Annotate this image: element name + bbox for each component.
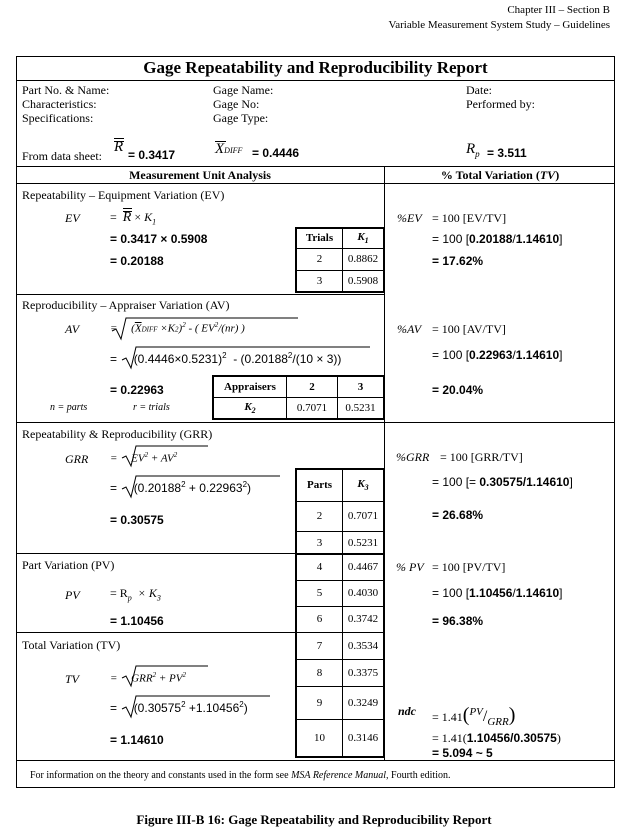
grr-section-title: Repeatability & Reproducibility (GRR) [22, 427, 213, 441]
pv-section-title: Part Variation (PV) [22, 558, 115, 572]
pv-result: = 1.10456 [110, 614, 164, 628]
k2-label: $K_2$ [213, 397, 287, 419]
ev-section-title: Repeatability – Equipment Variation (EV) [22, 188, 225, 202]
parts-cell: 8 [296, 659, 343, 686]
k3-cell: 0.3146 [343, 719, 385, 757]
rbar-value: = 0.3417 [128, 148, 176, 162]
ev-step1: = 0.3417 × 0.5908 [110, 232, 208, 246]
av-section-title: Reproducibility – Appraiser Variation (AV) [22, 298, 230, 312]
total-variation-header: % Total Variation (TV) [440, 168, 560, 182]
pct-grr-label: %GRR [396, 450, 430, 464]
gage-name-label: Gage Name: [213, 83, 274, 97]
measurement-analysis-header: Measurement Unit Analysis [129, 168, 271, 182]
parts-cell: 6 [296, 606, 343, 632]
trials-cell: 2 [296, 248, 343, 270]
pct-ev-result: = 17.62% [432, 254, 484, 268]
appraisers-3-header: 3 [338, 376, 385, 397]
k3-cell: 0.3534 [343, 632, 385, 659]
figure-caption: Figure III-B 16: Gage Repeatability and Reproducibility Report [136, 812, 492, 827]
parts-cell: 3 [296, 531, 343, 554]
trials-cell: 3 [296, 270, 343, 292]
grr-result: = 0.30575 [110, 513, 164, 527]
k3-cell: 0.4030 [343, 580, 385, 606]
pct-pv-step: = 100 [1.10456/1.14610] [432, 586, 563, 600]
chapter-subtitle: Variable Measurement System Study – Guidelines [388, 19, 610, 31]
k3-cell: 0.5231 [343, 531, 385, 554]
k3-cell: 0.3249 [343, 686, 385, 719]
chapter-label: Chapter III – Section B [507, 4, 610, 16]
tv-formula: = $GRR^2 + PV^2$ [110, 671, 186, 685]
pct-av-step: = 100 [0.22963/1.14610] [432, 348, 563, 362]
characteristics-label: Characteristics: [22, 97, 97, 111]
parts-cell: 9 [296, 686, 343, 719]
pct-pv-result: = 96.38% [432, 614, 484, 628]
tv-symbol: TV [65, 672, 80, 686]
ev-symbol: EV [65, 211, 80, 225]
footer-note: For information on the theory and constants used in the form see MSA Reference Manual, Fourth edition. [30, 770, 451, 781]
tv-step1: = $(0.30575^2 +1.10456^2)$ [110, 700, 248, 715]
pct-grr-step: = 100 [= 0.30575/1.14610] [432, 475, 573, 489]
specifications-label: Specifications: [22, 111, 94, 125]
k2-cell: 0.7071 [287, 397, 338, 419]
pct-av-formula: = 100 [AV/TV] [432, 322, 506, 336]
av-formula-text: = $(\overline{X}DIFF \times K2)^2$ - ( $EV^2/(nr)$ ) [110, 321, 245, 335]
trials-k1-table [295, 227, 385, 293]
trials-header: Trials [296, 228, 343, 248]
tv-section-title: Total Variation (TV) [22, 638, 121, 652]
k1-header: $K_1$ [343, 228, 385, 248]
k1-cell: 0.5908 [343, 270, 385, 292]
grr-step1: = $(0.20188^2 + 0.22963^2)$ [110, 480, 252, 495]
ndc-formula: = 1.41(PV/GRR) [432, 704, 516, 728]
k2-cell: 0.5231 [338, 397, 385, 419]
k3-cell: 0.4467 [343, 554, 385, 580]
appraisers-2-header: 2 [287, 376, 338, 397]
parts-cell: 2 [296, 501, 343, 531]
grr-formula: = $EV^2 + AV^2$ [110, 451, 178, 465]
gage-type-label: Gage Type: [213, 111, 269, 125]
report-title: Gage Repeatability and Reproducibility Report [143, 58, 488, 77]
xdiff-symbol: XDIFF [215, 141, 243, 157]
k3-header: $K_3$ [343, 469, 385, 501]
pct-ev-formula: = 100 [EV/TV] [432, 211, 507, 225]
note-n-parts: n = parts [50, 402, 88, 413]
ndc-label: ndc [398, 704, 416, 718]
pv-symbol: PV [65, 588, 80, 602]
pct-pv-label: % PV [396, 560, 424, 574]
grr-symbol: GRR [65, 452, 89, 466]
parts-k3-table [295, 468, 385, 758]
date-label: Date: [466, 83, 492, 97]
k3-cell: 0.7071 [343, 501, 385, 531]
ev-result: = 0.20188 [110, 254, 164, 268]
appraisers-k2-table [212, 375, 385, 420]
k3-cell: 0.3742 [343, 606, 385, 632]
pv-formula: = $R_p \times K_3$ [110, 586, 161, 603]
xdiff-value: = 0.4446 [252, 146, 300, 160]
data-sheet-label: From data sheet: [22, 149, 102, 163]
rp-symbol: $R_p$ [466, 141, 480, 159]
tv-result: = 1.14610 [110, 733, 164, 747]
pct-ev-step: = 100 [0.20188/1.14610] [432, 232, 563, 246]
ev-formula: = $R \times K_1$ [110, 210, 157, 227]
pct-av-label: %AV [397, 322, 422, 336]
pct-av-result: = 20.04% [432, 383, 484, 397]
ndc-step1: = 1.41(1.10456/0.30575) [432, 731, 561, 745]
note-r-trials: r = trials [133, 402, 170, 413]
pct-grr-formula: = 100 [GRR/TV] [440, 450, 523, 464]
av-step1: = $(0.4446\times 0.5231)^2 - (0.20188^2/(10 \times 3))$ [110, 351, 342, 366]
av-symbol: AV [65, 322, 80, 336]
pct-pv-formula: = 100 [PV/TV] [432, 560, 506, 574]
pct-ev-label: %EV [397, 211, 422, 225]
parts-cell: 5 [296, 580, 343, 606]
av-result: = 0.22963 [110, 383, 164, 397]
appraisers-header: Appraisers [213, 376, 287, 397]
k1-cell: 0.8862 [343, 248, 385, 270]
part-no-label: Part No. & Name: [22, 83, 110, 97]
parts-cell: 10 [296, 719, 343, 757]
gage-no-label: Gage No: [213, 97, 260, 111]
parts-cell: 7 [296, 632, 343, 659]
rp-value: = 3.511 [487, 146, 527, 160]
parts-header: Parts [296, 469, 343, 501]
pct-grr-result: = 26.68% [432, 508, 484, 522]
k3-cell: 0.3375 [343, 659, 385, 686]
performed-by-label: Performed by: [466, 97, 535, 111]
rbar-symbol: R [114, 139, 124, 155]
parts-cell: 4 [296, 554, 343, 580]
ndc-result: = 5.094 ~ 5 [432, 746, 493, 760]
